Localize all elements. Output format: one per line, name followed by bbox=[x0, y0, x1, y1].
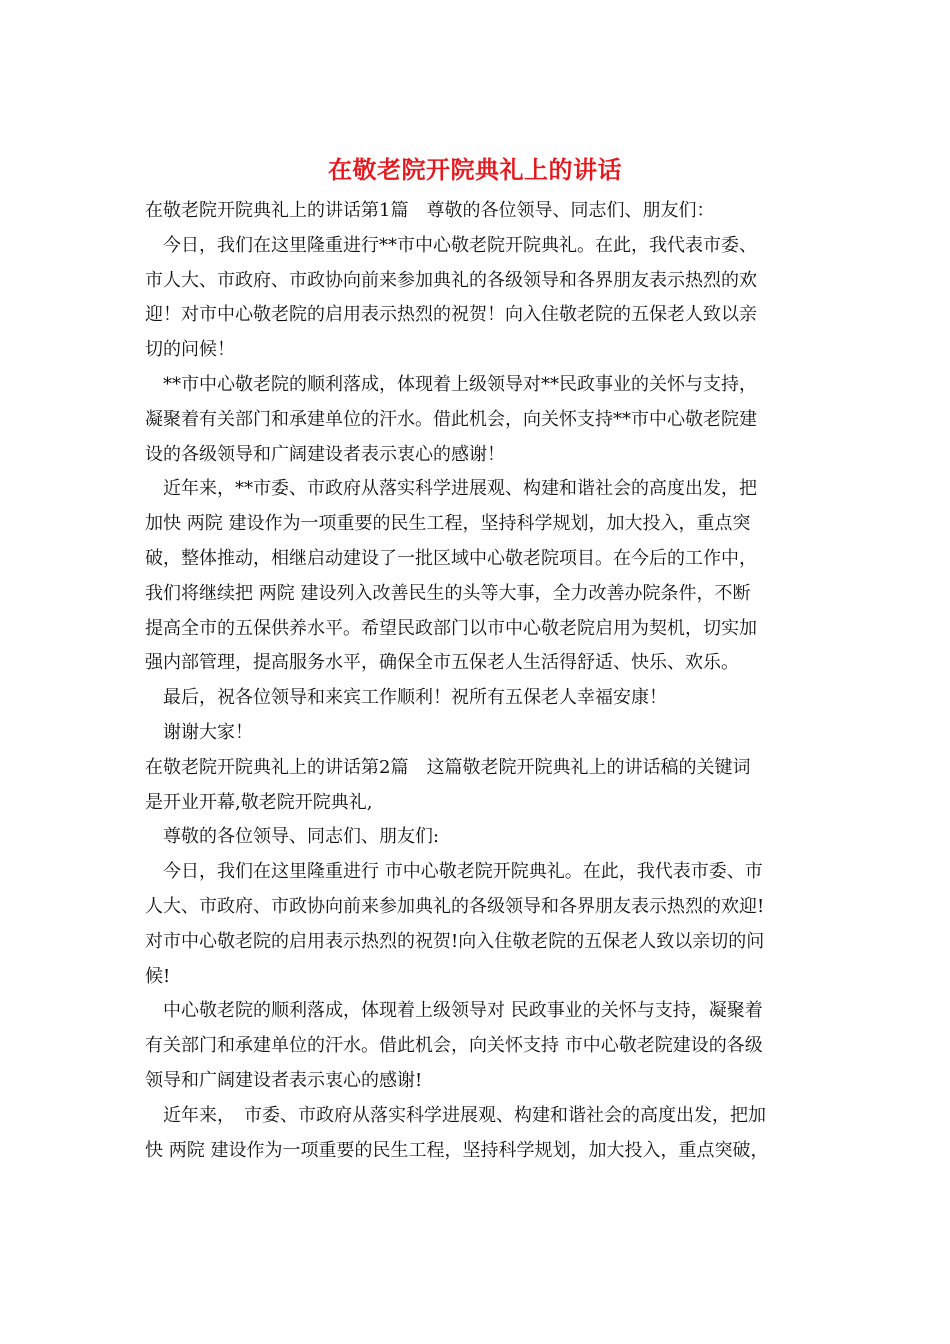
text-line: 有关部门和承建单位的汗水。借此机会，向关怀支持 市中心敬老院建设的各级 bbox=[145, 1035, 763, 1057]
text-line: 破，整体推动，相继启动建设了一批区域中心敬老院项目。在今后的工作中， bbox=[145, 547, 757, 569]
text-line: 我们将继续把 两院 建设列入改善民生的头等大事，全力改善办院条件，不断 bbox=[145, 582, 751, 604]
text-line: 是开业开幕,敬老院开院典礼, bbox=[145, 791, 373, 813]
document-body bbox=[145, 194, 807, 1168]
text-line: 提高全市的五保供养水平。希望民政部门以市中心敬老院启用为契机，切实加 bbox=[145, 617, 757, 639]
text-line: 人大、市政府、市政协向前来参加典礼的各级领导和各界朋友表示热烈的欢迎! bbox=[145, 895, 765, 917]
text-line: 今日，我们在这里隆重进行 市中心敬老院开院典礼。在此，我代表市委、市 bbox=[145, 861, 763, 883]
text-line: 尊敬的各位领导、同志们、朋友们: bbox=[145, 826, 440, 848]
text-line: 强内部管理，提高服务水平，确保全市五保老人生活得舒适、快乐、欢乐。 bbox=[145, 652, 739, 674]
text-line: 市人大、市政府、市政协向前来参加典礼的各级领导和各界朋友表示热烈的欢 bbox=[145, 269, 757, 291]
text-line: 在敬老院开院典礼上的讲话第1篇 尊敬的各位领导、同志们、朋友们： bbox=[145, 200, 715, 221]
text-line: 谢谢大家！ bbox=[145, 721, 253, 743]
document-title: 在敬老院开院典礼上的讲话 bbox=[328, 155, 622, 184]
text-line: 切的问候！ bbox=[145, 339, 235, 361]
text-line: 迎！对市中心敬老院的启用表示热烈的祝贺！向入住敬老院的五保老人致以亲 bbox=[145, 304, 757, 326]
text-line: 加快 两院 建设作为一项重要的民生工程，坚持科学规划，加大投入，重点突 bbox=[145, 513, 751, 535]
text-line: 快 两院 建设作为一项重要的民生工程，坚持科学规划，加大投入，重点突破， bbox=[145, 1139, 769, 1161]
text-line: 凝聚着有关部门和承建单位的汗水。借此机会，向关怀支持**市中心敬老院建 bbox=[145, 408, 757, 430]
text-line: 候! bbox=[145, 965, 171, 987]
text-line: 近年来， 市委、市政府从落实科学进展观、构建和谐社会的高度出发，把加 bbox=[145, 1104, 766, 1126]
text-line: 设的各级领导和广阔建设者表示衷心的感谢！ bbox=[145, 443, 505, 465]
text-line: 在敬老院开院典礼上的讲话第2篇 这篇敬老院开院典礼上的讲话稿的关键词 bbox=[145, 756, 751, 778]
text-line: 今日，我们在这里隆重进行**市中心敬老院开院典礼。在此，我代表市委、 bbox=[145, 234, 757, 256]
text-line: **市中心敬老院的顺利落成，体现着上级领导对**民政事业的关怀与支持， bbox=[145, 373, 757, 395]
text-line: 对市中心敬老院的启用表示热烈的祝贺!向入住敬老院的五保老人致以亲切的问 bbox=[145, 930, 765, 952]
text-line: 中心敬老院的顺利落成，体现着上级领导对 民政事业的关怀与支持，凝聚着 bbox=[145, 1000, 763, 1022]
text-line: 最后，祝各位领导和来宾工作顺利！祝所有五保老人幸福安康！ bbox=[145, 687, 667, 709]
text-line: 近年来，**市委、市政府从落实科学进展观、构建和谐社会的高度出发，把 bbox=[145, 478, 757, 500]
text-line: 领导和广阔建设者表示衷心的感谢! bbox=[145, 1069, 423, 1091]
